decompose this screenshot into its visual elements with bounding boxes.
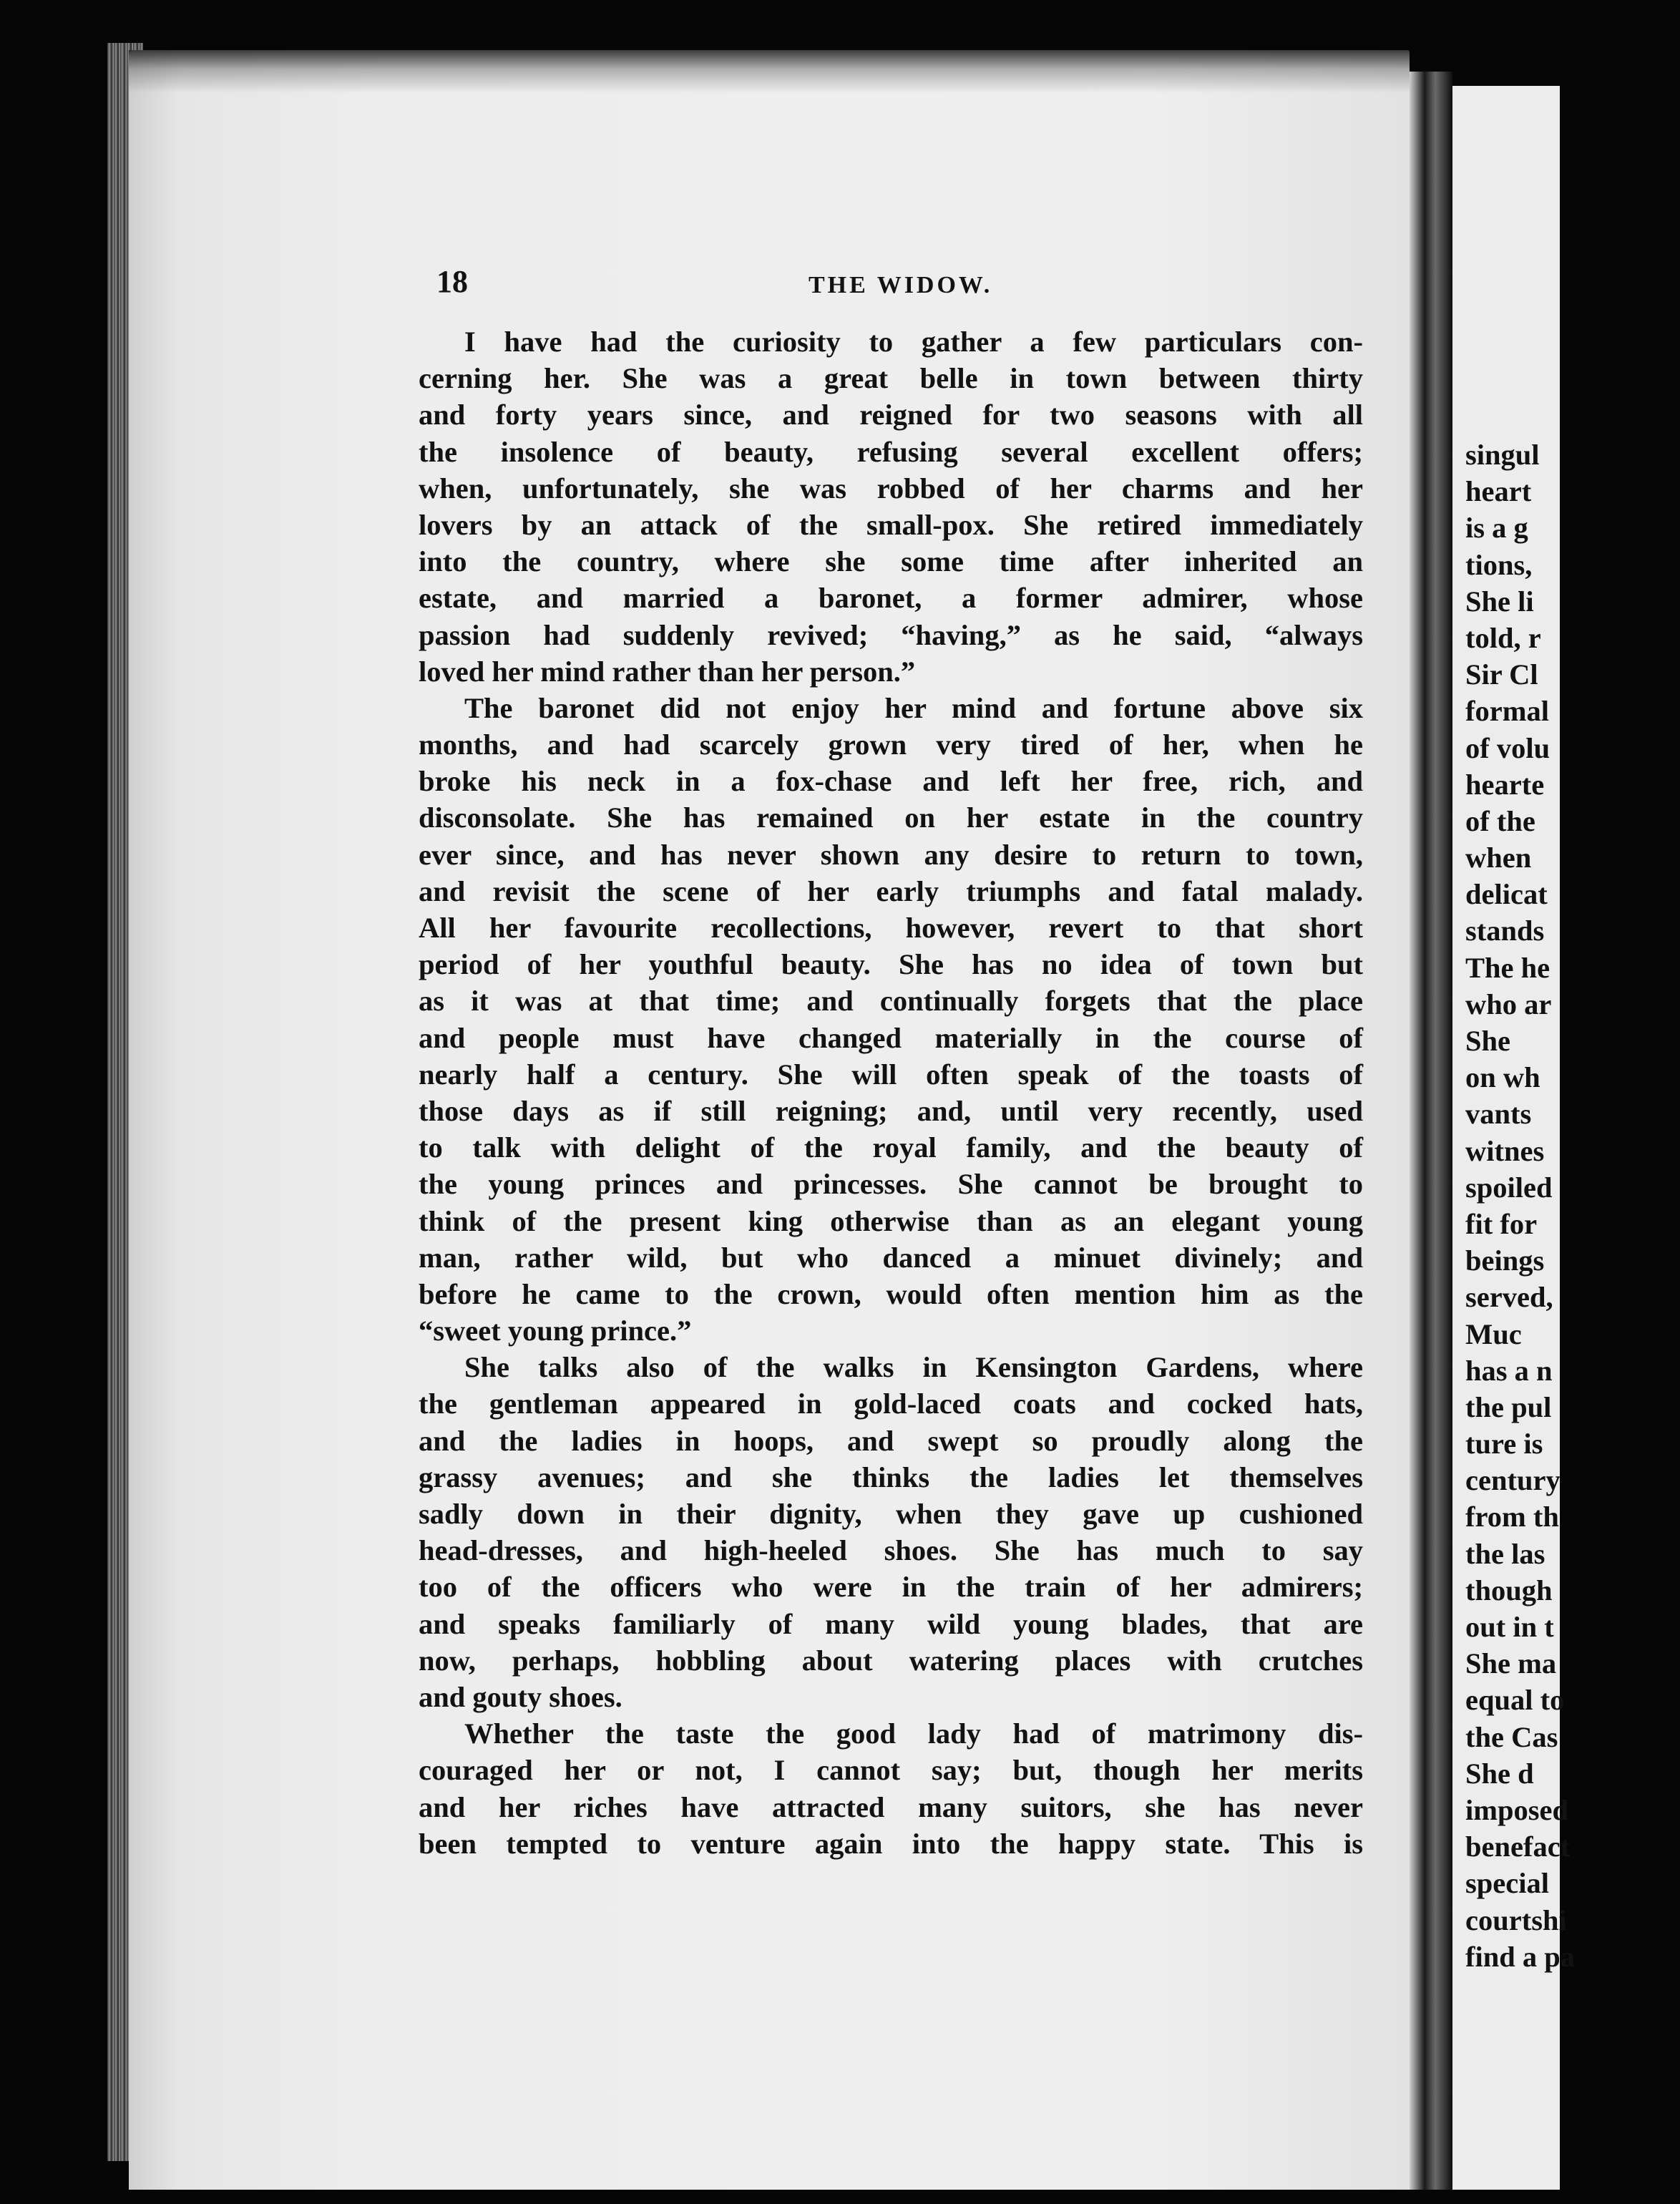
text-line: the insolence of beauty, refusing several excellent offers; [419,435,1363,468]
text-line: loved her mind rather than her person.” [419,655,916,688]
facing-text-line: She ma [1465,1647,1557,1680]
text-line: and people must have changed materially in the course of [419,1021,1363,1054]
facing-text-line: The he [1465,951,1550,984]
text-line: and gouty shoes. [419,1680,622,1713]
text-line: cerning her. She was a great belle in town between thirty [419,362,1363,395]
facing-text-line: stands [1465,915,1545,947]
facing-text-line: vants [1465,1098,1532,1131]
text-line: to talk with delight of the royal family, and the beauty of [419,1131,1363,1164]
text-line: now, perhaps, hobbling about watering places with crutches [419,1644,1363,1677]
facing-text-line: the pul [1465,1390,1552,1423]
text-line: when, unfortunately, she was robbed of her charms and her [419,472,1363,504]
facing-text-line: She [1465,1025,1511,1057]
text-line: and forty years since, and reigned for two seasons with all [419,399,1363,431]
facing-text-line: spoiled [1465,1171,1553,1204]
text-line: The baronet did not enjoy her mind and fortune above six [464,691,1363,724]
text-line: estate, and married a baronet, a former admirer, whose [419,582,1363,615]
facing-text-line: She d [1465,1757,1534,1790]
text-line: as it was at that time; and continually forgets that the place [419,985,1363,1018]
facing-text-line: the Cas [1465,1720,1558,1753]
text-line: I have had the curiosity to gather a few particulars con- [464,326,1363,358]
text-line: and her riches have attracted many suitors, she has never [419,1790,1363,1823]
facing-text-line: of the [1465,804,1535,837]
facing-text-line: the las [1465,1537,1545,1570]
facing-text-line: equal to [1465,1684,1565,1717]
facing-text-line: special [1465,1867,1549,1900]
text-line: man, rather wild, but who danced a minuet divinely; and [419,1241,1363,1274]
facing-text-line: heart [1465,475,1532,508]
text-line: passion had suddenly revived; “having,” as he said, “always [419,618,1363,651]
text-line: and revisit the scene of her early triumphs and fatal malady. [419,874,1363,907]
text-line: couraged her or not, I cannot say; but, though her merits [419,1754,1363,1787]
facing-text-line: ture is [1465,1428,1543,1461]
facing-text-line: who ar [1465,988,1552,1020]
facing-text-line: out in t [1465,1611,1554,1643]
text-line: sadly down in their dignity, when they gave up cushioned [419,1498,1363,1530]
text-line: ever since, and has never shown any desire to return to town, [419,838,1363,871]
facing-text-line: when [1465,842,1532,874]
facing-text-line: hearte [1465,768,1545,801]
facing-text-line: has a n [1465,1354,1553,1387]
text-line: She talks also of the walks in Kensington Gardens, where [464,1351,1363,1384]
facing-text-line: courtshi [1465,1903,1567,1936]
facing-text-line: fit for [1465,1207,1538,1240]
body-text [419,323,1363,1862]
text-line: into the country, where she some time after inherited an [419,545,1363,578]
text-line: lovers by an attack of the small-pox. She retired immediately [419,508,1363,541]
text-line: “sweet young prince.” [419,1315,692,1347]
text-line: been tempted to venture again into the happy state. This is [419,1827,1363,1860]
text-line: broke his neck in a fox-chase and left her free, rich, and [419,765,1363,798]
page-top-shadow [129,50,1410,93]
facing-text-line: find a pa [1465,1940,1576,1973]
text-line: nearly half a century. She will often speak of the toasts of [419,1058,1363,1091]
facing-page-text [1465,437,1680,1975]
text-line: months, and had scarcely grown very tired of her, when he [419,728,1363,761]
facing-text-line: told, r [1465,621,1541,654]
facing-text-line: beings [1465,1244,1545,1277]
facing-text-line: She li [1465,585,1534,618]
text-line: those days as if still reigning; and, until very recently, used [419,1094,1363,1127]
facing-text-line: though [1465,1574,1553,1606]
page-number: 18 [436,264,468,299]
facing-text-line: formal [1465,695,1549,728]
text-line: and speaks familiarly of many wild young blades, that are [419,1607,1363,1640]
facing-text-line: benefact [1465,1830,1571,1863]
facing-text-line: from th [1465,1501,1559,1533]
running-title: THE WIDOW. [809,272,993,298]
facing-text-line: witnes [1465,1134,1545,1167]
facing-text-line: is a g [1465,512,1528,545]
text-line: and the ladies in hoops, and swept so proudly along the [419,1424,1363,1457]
facing-text-line: served, [1465,1281,1553,1314]
running-head [436,263,1381,306]
facing-text-line: singul [1465,439,1540,471]
text-line: Whether the taste the good lady had of matrimony dis- [464,1717,1363,1750]
facing-text-line: Sir Cl [1465,658,1538,691]
book-gutter [1410,72,1452,2190]
text-line: All her favourite recollections, however, revert to that short [419,912,1363,944]
facing-text-line: Muc [1465,1317,1522,1350]
text-line: disconsolate. She has remained on her estate in the country [419,801,1363,834]
text-line: grassy avenues; and she thinks the ladies let themselves [419,1461,1363,1493]
facing-page [1452,86,1576,2190]
text-line: think of the present king otherwise than as an elegant young [419,1204,1363,1237]
text-line: too of the officers who were in the train of her admirers; [419,1571,1363,1604]
text-line: the gentleman appeared in gold-laced coats and cocked hats, [419,1388,1363,1420]
facing-text-line: on wh [1465,1061,1540,1094]
text-line: head-dresses, and high-heeled shoes. She has much to say [419,1534,1363,1567]
facing-text-line: delicat [1465,878,1548,911]
text-line: before he came to the crown, would often mention him as the [419,1277,1363,1310]
facing-text-line: century [1465,1464,1561,1497]
text-line: period of her youthful beauty. She has no idea of town but [419,948,1363,981]
text-line: the young princes and princesses. She cannot be brought to [419,1168,1363,1201]
facing-text-line: of volu [1465,731,1550,764]
facing-text-line: imposed [1465,1793,1569,1826]
facing-text-line: tions, [1465,548,1533,581]
